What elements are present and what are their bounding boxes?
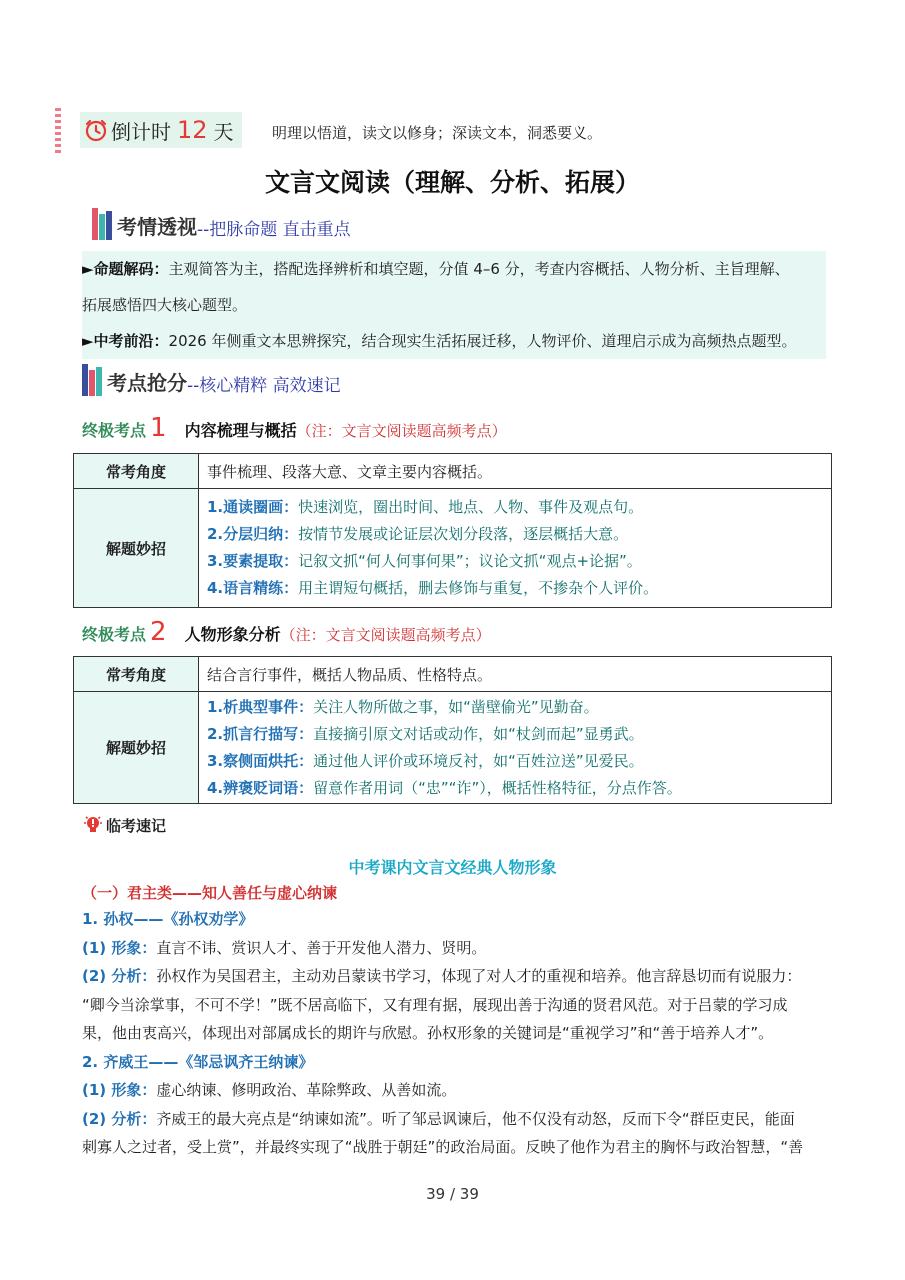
row-label: 解题妙招 — [74, 489, 199, 608]
tip-key: 3.要素提取： — [207, 552, 299, 570]
row-text: 事件梳理、段落大意、文章主要内容概括。 — [199, 454, 832, 489]
kaodian-label: 终极考点 — [82, 421, 147, 440]
kaodian-note: （注：文言文阅读题高频考点） — [296, 422, 507, 440]
kaodian-title: 人物形象分析 — [184, 625, 281, 644]
section-subtitle: --核心精粹 高效速记 — [187, 376, 341, 396]
tip-line — [207, 521, 823, 548]
item-label: (2) 分析： — [82, 967, 157, 985]
item-line — [82, 934, 842, 963]
tip-key: 4.语言精练： — [207, 579, 299, 597]
countdown-badge — [80, 112, 242, 148]
item-line — [82, 1076, 842, 1105]
page-number: 39 / 39 — [426, 1185, 479, 1203]
section-heading-kaoqing — [92, 208, 351, 240]
p2-text: 2026 年侧重文本思辨探究，结合现实生活拓展迁移，人物评价、道理启示成为高频热点题型。 — [168, 332, 797, 350]
books-icon — [92, 208, 113, 240]
section-subtitle: --把脉命题 直击重点 — [197, 220, 351, 240]
decorative-stripes — [55, 108, 61, 156]
item-heading: 1. 孙权——《孙权劝学》 — [82, 910, 254, 928]
tip-text: 用主谓短句概括，删去修饰与重复，不掺杂个人评价。 — [298, 579, 659, 597]
item-text: 孙权作为吴国君主，主动劝吕蒙读书学习，体现了对人才的重视和培养。他言辞恳切而有说服力： — [156, 967, 802, 985]
tip-line — [207, 694, 823, 721]
item-heading: 2. 齐威王——《邹忌讽齐王纳谏》 — [82, 1052, 314, 1071]
tip-line — [207, 775, 823, 802]
row-label: 常考角度 — [74, 454, 199, 489]
tip-text: 快速浏览，圈出时间、地点、人物、事件及观点句。 — [298, 498, 644, 516]
item-line: “卿今当涂掌事，不可不学！”既不居高临下，又有理有据，展现出善于沟通的贤君风范。对于吕蒙的学习成 — [82, 995, 788, 1014]
tips-cell — [199, 489, 832, 608]
lightbulb-icon — [82, 814, 104, 836]
tip-text: 按情节发展或论证层次划分段落，逐层概括大意。 — [298, 525, 629, 543]
tip-line — [207, 721, 823, 748]
section-title: 考点抢分 — [107, 371, 187, 395]
p1-line2: 拓展感悟四大核心题型。 — [82, 296, 248, 314]
item-line — [82, 1105, 842, 1134]
p1-line1: 主观简答为主，搭配选择辨析和填空题，分值 4–6 分，考查内容概括、人物分析、主旨理解、 — [168, 260, 790, 278]
row-label: 常考角度 — [74, 657, 199, 692]
item-label: (1) 形象： — [82, 938, 157, 957]
books-icon — [82, 364, 103, 396]
kaodian-title: 内容梳理与概括 — [184, 421, 297, 440]
linkao-label: 临考速记 — [106, 816, 167, 835]
item-line: 果，他由衷高兴，体现出对部属成长的期许与欣慰。孙权形象的关键词是“重视学习”和“善于培养人才”。 — [82, 1024, 774, 1042]
item-line: 刺寡人之过者，受上赏”，并最终实现了“战胜于朝廷”的政治局面。反映了他作为君主的胸怀与政治智慧，“善 — [82, 1138, 804, 1156]
linkao-heading — [82, 814, 166, 836]
item-text: 虚心纳谏、修明政治、革除弊政、从善如流。 — [156, 1081, 457, 1099]
tip-text: 通过他人评价或环境反衬，如“百姓泣送”见爱民。 — [313, 751, 644, 770]
category-heading: （一）君主类——知人善任与虚心纳谏 — [82, 884, 338, 902]
tip-line — [207, 494, 823, 521]
kaodian-1-heading — [82, 413, 507, 443]
p1-label: ►命题解码： — [82, 260, 169, 278]
exam-info-text — [82, 251, 832, 359]
tip-line — [207, 748, 823, 775]
item-text: 直言不讳、赏识人才、善于开发他人潜力、贤明。 — [156, 938, 487, 957]
row-text: 结合言行事件，概括人物品质、性格特点。 — [199, 657, 832, 692]
countdown-prefix: 倒计时 — [111, 119, 171, 144]
tip-text: 记叙文抓“何人何事何果”；议论文抓“观点+论据”。 — [298, 552, 642, 570]
countdown-suffix: 天 — [213, 119, 234, 144]
item-line — [82, 962, 842, 991]
subsection-title: 中考课内文言文经典人物形象 — [348, 858, 557, 877]
countdown-days: 12 — [177, 116, 208, 144]
item-label: (1) 形象： — [82, 1081, 157, 1099]
kaodian-note: （注：文言文阅读题高频考点） — [280, 626, 491, 644]
tip-text: 直接摘引原文对话或动作，如“杖剑而起”显勇武。 — [313, 724, 644, 743]
tip-key: 2.分层归纳： — [207, 525, 299, 543]
kaodian-2-heading — [82, 617, 491, 647]
kaodian-number: 2 — [150, 617, 167, 647]
kaodian-number: 1 — [150, 413, 167, 443]
item-text: 齐威王的最大亮点是“纳谏如流”。听了邹忌讽谏后，他不仅没有动怒，反而下令“群臣吏民，能面 — [156, 1109, 795, 1128]
section-heading-kaodian — [82, 364, 341, 396]
row-label: 解题妙招 — [74, 692, 199, 804]
tip-text: 关注人物所做之事，如“凿壁偷光”见勤奋。 — [313, 697, 599, 716]
tip-text: 留意作者用词（“忠”“诈”），概括性格特征，分点作答。 — [313, 778, 682, 797]
kaodian-1-table — [73, 453, 832, 608]
tip-key: 3.察侧面烘托： — [207, 751, 314, 770]
page-title: 文言文阅读（理解、分析、拓展） — [264, 168, 640, 197]
tip-key: 2.抓言行描写： — [207, 724, 314, 743]
item-label: (2) 分析： — [82, 1109, 157, 1128]
motto: 明理以悟道，读文以修身；深读文本，洞悉要义。 — [272, 124, 603, 142]
tip-key: 1.析典型事件： — [207, 697, 314, 716]
character-notes — [82, 905, 842, 1162]
p2-label: ►中考前沿： — [82, 332, 169, 350]
kaodian-label: 终极考点 — [82, 625, 147, 644]
kaodian-2-table — [73, 656, 832, 804]
tip-line — [207, 548, 823, 575]
tip-key: 4.辨褒贬词语： — [207, 778, 314, 797]
tip-key: 1.通读圈画： — [207, 498, 299, 516]
section-title: 考情透视 — [117, 215, 197, 239]
alarm-clock-icon — [84, 118, 108, 142]
tip-line — [207, 575, 823, 602]
tips-cell — [199, 692, 832, 804]
